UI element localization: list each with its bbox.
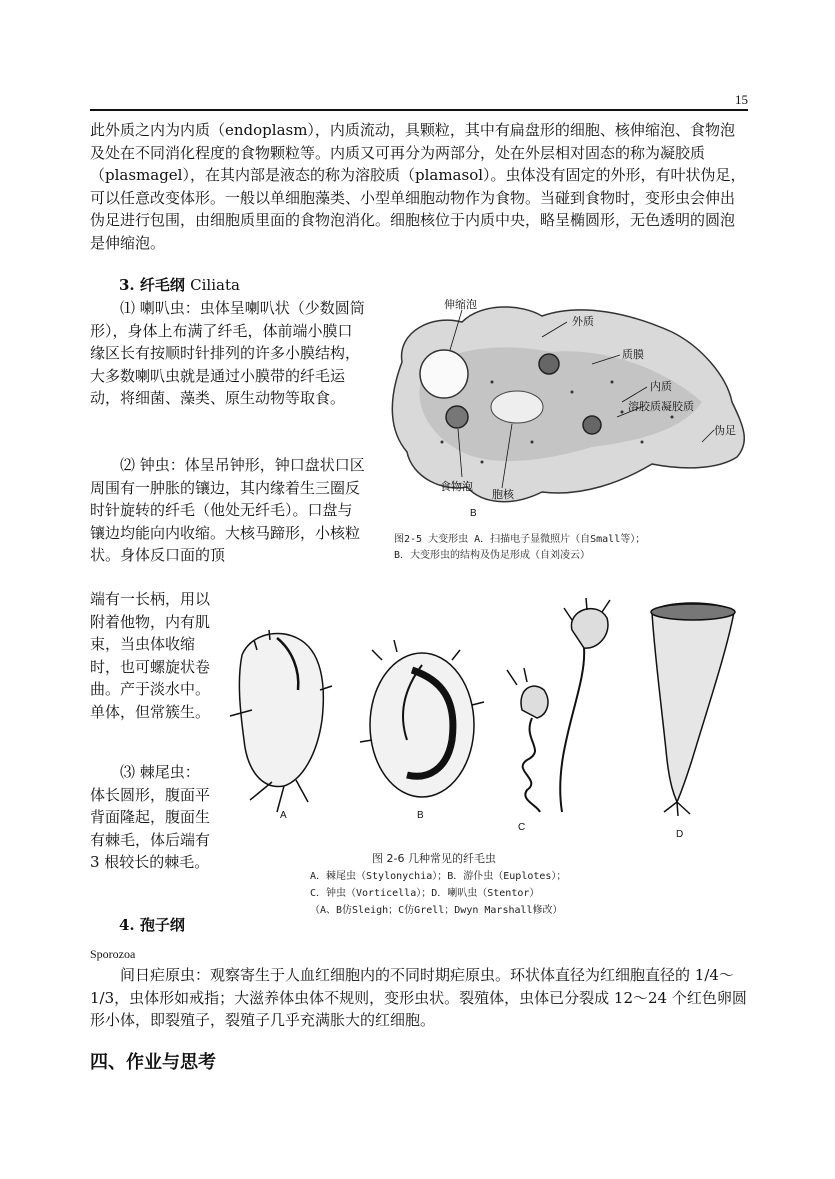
stentor-drawing: [651, 603, 735, 816]
food-vacuole-shape: [539, 354, 559, 374]
section-heading-sporozoa: [119, 914, 185, 935]
panel-label-c: C: [518, 822, 526, 833]
vorticella-paragraph-part2: 端有一长柄，用以附着他物，内有肌束，当虫体收缩时，也可螺旋状卷曲。产于淡水中。单体，但常簇生。: [90, 590, 211, 721]
panel-label-a: A: [280, 810, 287, 821]
label-pseudopod: 伪足: [714, 424, 736, 437]
stylonychia-drawing: [230, 630, 332, 812]
exercise-section-heading: 四、作业与思考: [90, 1052, 216, 1073]
page-number: 15: [735, 92, 748, 107]
plasmodium-paragraph: 间日疟原虫：观察寄生于人血红细胞内的不同时期疟原虫。环状体直径为红细胞直径的 1/4～1/3，虫体形如戒指；大滋养体虫体不规则，变形虫状。裂殖体，虫体已分裂成 12～24 个红色卵圆形小体，即裂殖子，裂殖子几乎充满胀大的红细胞。: [90, 966, 747, 1029]
figure-2-6-caption-line2: C．钟虫（Vorticella）；D．喇叭虫（Stentor）: [310, 888, 540, 899]
panel-label-b: B: [417, 810, 424, 821]
label-food-vacuole: 食物泡: [440, 480, 473, 493]
contractile-vacuole-shape: [420, 350, 468, 398]
figure-2-5-caption-line1: 图2-5 大变形虫 A．扫描电子显微照片（自Small等）；: [394, 534, 646, 545]
vorticella-drawing: [507, 598, 610, 812]
stentor-paragraph: ⑴ 喇叭虫：虫体呈喇叭状（少数圆筒形），身体上布满了纤毛，体前端小膜口缘区长有按顺时针排列的许多小膜结构，大多数喇叭虫就是通过小膜带的纤毛运动，将细菌、藻类、原生动物等取食。: [90, 299, 365, 407]
label-sol-gel: 溶胶质凝胶质: [628, 400, 694, 413]
section-number: 4.: [119, 916, 135, 934]
section-title: 纤毛纲: [139, 276, 185, 294]
amoeba-figure: [382, 292, 752, 524]
figure-2-5-caption-line2: B．大变形虫的结构及伪足形成（自刘凌云）: [394, 550, 591, 561]
label-nucleus: 胞核: [492, 488, 514, 501]
figure-2-6-caption-line1: A．棘尾虫（Stylonychia）；B．游仆虫（Euplotes）；: [310, 871, 567, 882]
ciliates-figure: [222, 590, 752, 840]
food-vacuole-shape: [583, 416, 601, 434]
vorticella-paragraph-part1: ⑵ 钟虫：体呈吊钟形，钟口盘状口区周围有一肿胀的镶边，其内缘着生三圈反时针旋转的纤毛（他处无纤毛）。口盘与镶边均能向内收缩。大核马蹄形，小核粒状。身体反口面的顶: [90, 456, 365, 564]
label-ectoplasm: 外质: [572, 315, 594, 328]
intro-paragraph: 此外质之内为内质（endoplasm），内质流动，具颗粒，其中有扁盘形的细胞、核伸缩泡、食物泡及处在不同消化程度的食物颗粒等。内质又可再分为两部分，处在外层相对固态的称为凝胶质（plasmagel），在其内部是液态的称为溶胶质（plamasol）。虫体没有固定的外形，有叶状伪足，可以任意改变体形。一般以单细胞藻类、小型单细胞动物作为食物。当碰到食物时，变形虫会伸出伪足进行包围，由细胞质里面的食物泡消化。细胞核位于内质中央，略呈椭圆形，无色透明的圆泡是伸缩泡。: [90, 121, 746, 252]
section-heading-ciliata: [119, 274, 240, 295]
section-number: 3.: [119, 276, 135, 294]
header-rule: [90, 109, 748, 111]
panel-label-b: B: [470, 508, 477, 519]
stylonychia-paragraph: ⑶ 棘尾虫：体长圆形，腹面平背面隆起，腹面生有棘毛，体后端有 3 根较长的棘毛。: [90, 763, 211, 871]
label-plasma-membrane: 质膜: [622, 348, 644, 361]
label-contractile-vacuole: 伸缩泡: [444, 298, 477, 311]
euplotes-drawing: [360, 640, 484, 797]
section-title: 孢子纲: [139, 916, 185, 934]
food-vacuole-shape: [446, 406, 468, 428]
panel-label-d: D: [676, 829, 684, 840]
sporozoa-latin: Sporozoa: [90, 947, 136, 961]
nucleus-shape: [491, 391, 543, 423]
figure-2-6-caption-line3: （A、B仿Sleigh；C仿Grell；Dwyn Marshall修改）: [310, 905, 563, 916]
figure-2-6-caption-title: 图 2-6 几种常见的纤毛虫: [372, 852, 496, 865]
label-endoplasm: 内质: [650, 380, 672, 393]
section-latin: Ciliata: [190, 276, 240, 294]
